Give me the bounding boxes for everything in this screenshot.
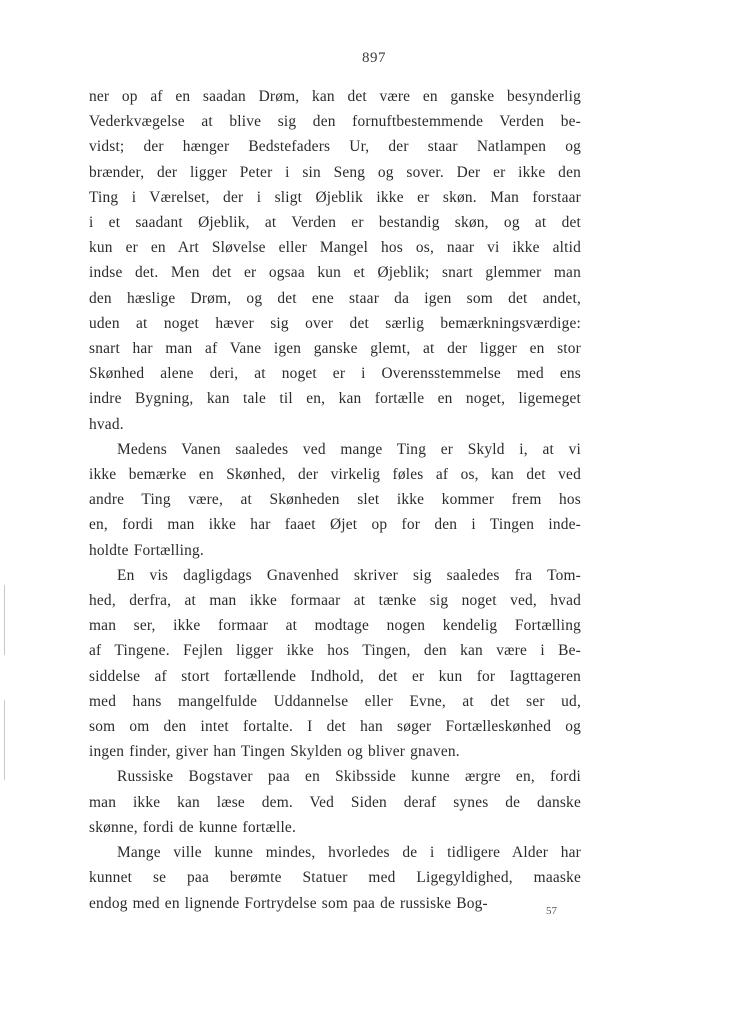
text-line: i et saadant Øjeblik, at Verden er bestandig skøn, og at det: [89, 214, 581, 232]
text-line: med hans mangelfulde Uddannelse eller Evne, at det ser ud,: [89, 692, 581, 710]
text-line: andre Ting være, at Skønheden slet ikke kommer frem hos: [89, 491, 581, 509]
text-line: Vederkvægelse at blive sig den fornuftbestemmende Verden be-: [89, 113, 581, 131]
body-text: [89, 84, 581, 916]
text-line: Russiske Bogstaver paa en Skibsside kunne ærgre en, fordi: [117, 768, 581, 786]
text-line: Skønhed alene deri, at noget er i Overensstemmelse med ens: [89, 365, 581, 383]
paragraph-4: [89, 764, 581, 840]
text-line: snart har man af Vane igen ganske glemt, at der ligger en stor: [89, 340, 581, 358]
text-line: endog med en lignende Fortrydelse som paa de russiske Bog-: [89, 894, 488, 912]
text-line: skønne, fordi de kunne fortælle.: [89, 818, 297, 836]
gutter-line: [4, 585, 5, 655]
page-number: 897: [362, 50, 386, 66]
paragraph-2: [89, 437, 581, 563]
text-line: hed, derfra, at man ikke formaar at tænke sig noget ved, hvad: [89, 592, 581, 610]
text-line: man ser, ikke formaar at modtage nogen kendelig Fortælling: [89, 617, 581, 635]
text-line: kun er en Art Sløvelse eller Mangel hos os, naar vi ikke altid: [89, 239, 581, 257]
text-line: vidst; der hænger Bedstefaders Ur, der staar Natlampen og: [89, 138, 581, 156]
signature-mark: 57: [546, 905, 557, 917]
gutter-line: [4, 700, 5, 780]
text-line: man ikke kan læse dem. Ved Siden deraf synes de danske: [89, 793, 581, 811]
paragraph-1: [89, 84, 581, 437]
text-line: af Tingene. Fejlen ligger ikke hos Tingen, den kan være i Be-: [89, 642, 581, 660]
text-line: Ting i Værelset, der i sligt Øjeblik ikke er skøn. Man forstaar: [89, 188, 581, 206]
text-line: brænder, der ligger Peter i sin Seng og sover. Der er ikke den: [89, 163, 581, 181]
text-line: uden at noget hæver sig over det særlig bemærkningsværdige:: [89, 314, 581, 332]
text-line: indse det. Men det er ogsaa kun et Øjeblik; snart glemmer man: [89, 264, 581, 282]
paragraph-3: [89, 563, 581, 765]
text-line: Mange ville kunne mindes, hvorledes de i tidligere Alder har: [117, 844, 581, 862]
text-line: ikke bemærke en Skønhed, der virkelig føles af os, kan det ved: [89, 466, 581, 484]
text-line: indre Bygning, kan tale til en, kan fortælle en noget, ligemeget: [89, 390, 581, 408]
text-line: ingen finder, giver han Tingen Skylden og bliver gnaven.: [89, 743, 460, 761]
text-line: holdte Fortælling.: [89, 541, 204, 559]
text-line: som om den intet fortalte. I det han søger Fortælleskønhed og: [89, 718, 581, 736]
text-line: en, fordi man ikke har faaet Øjet op for den i Tingen inde-: [89, 516, 581, 534]
text-line: siddelse af stort fortællende Indhold, det er kun for Iagttageren: [89, 667, 581, 685]
paragraph-5: [89, 840, 581, 916]
text-line: hvad.: [89, 415, 124, 433]
text-line: En vis dagligdags Gnavenhed skriver sig saaledes fra Tom-: [117, 566, 581, 584]
text-line: Medens Vanen saaledes ved mange Ting er Skyld i, at vi: [117, 440, 581, 458]
text-line: den hæslige Drøm, og det ene staar da igen som det andet,: [89, 289, 581, 307]
text-line: ner op af en saadan Drøm, kan det være en ganske besynderlig: [89, 88, 581, 105]
text-line: kunnet se paa berømte Statuer med Ligegyldighed, maaske: [89, 869, 581, 887]
